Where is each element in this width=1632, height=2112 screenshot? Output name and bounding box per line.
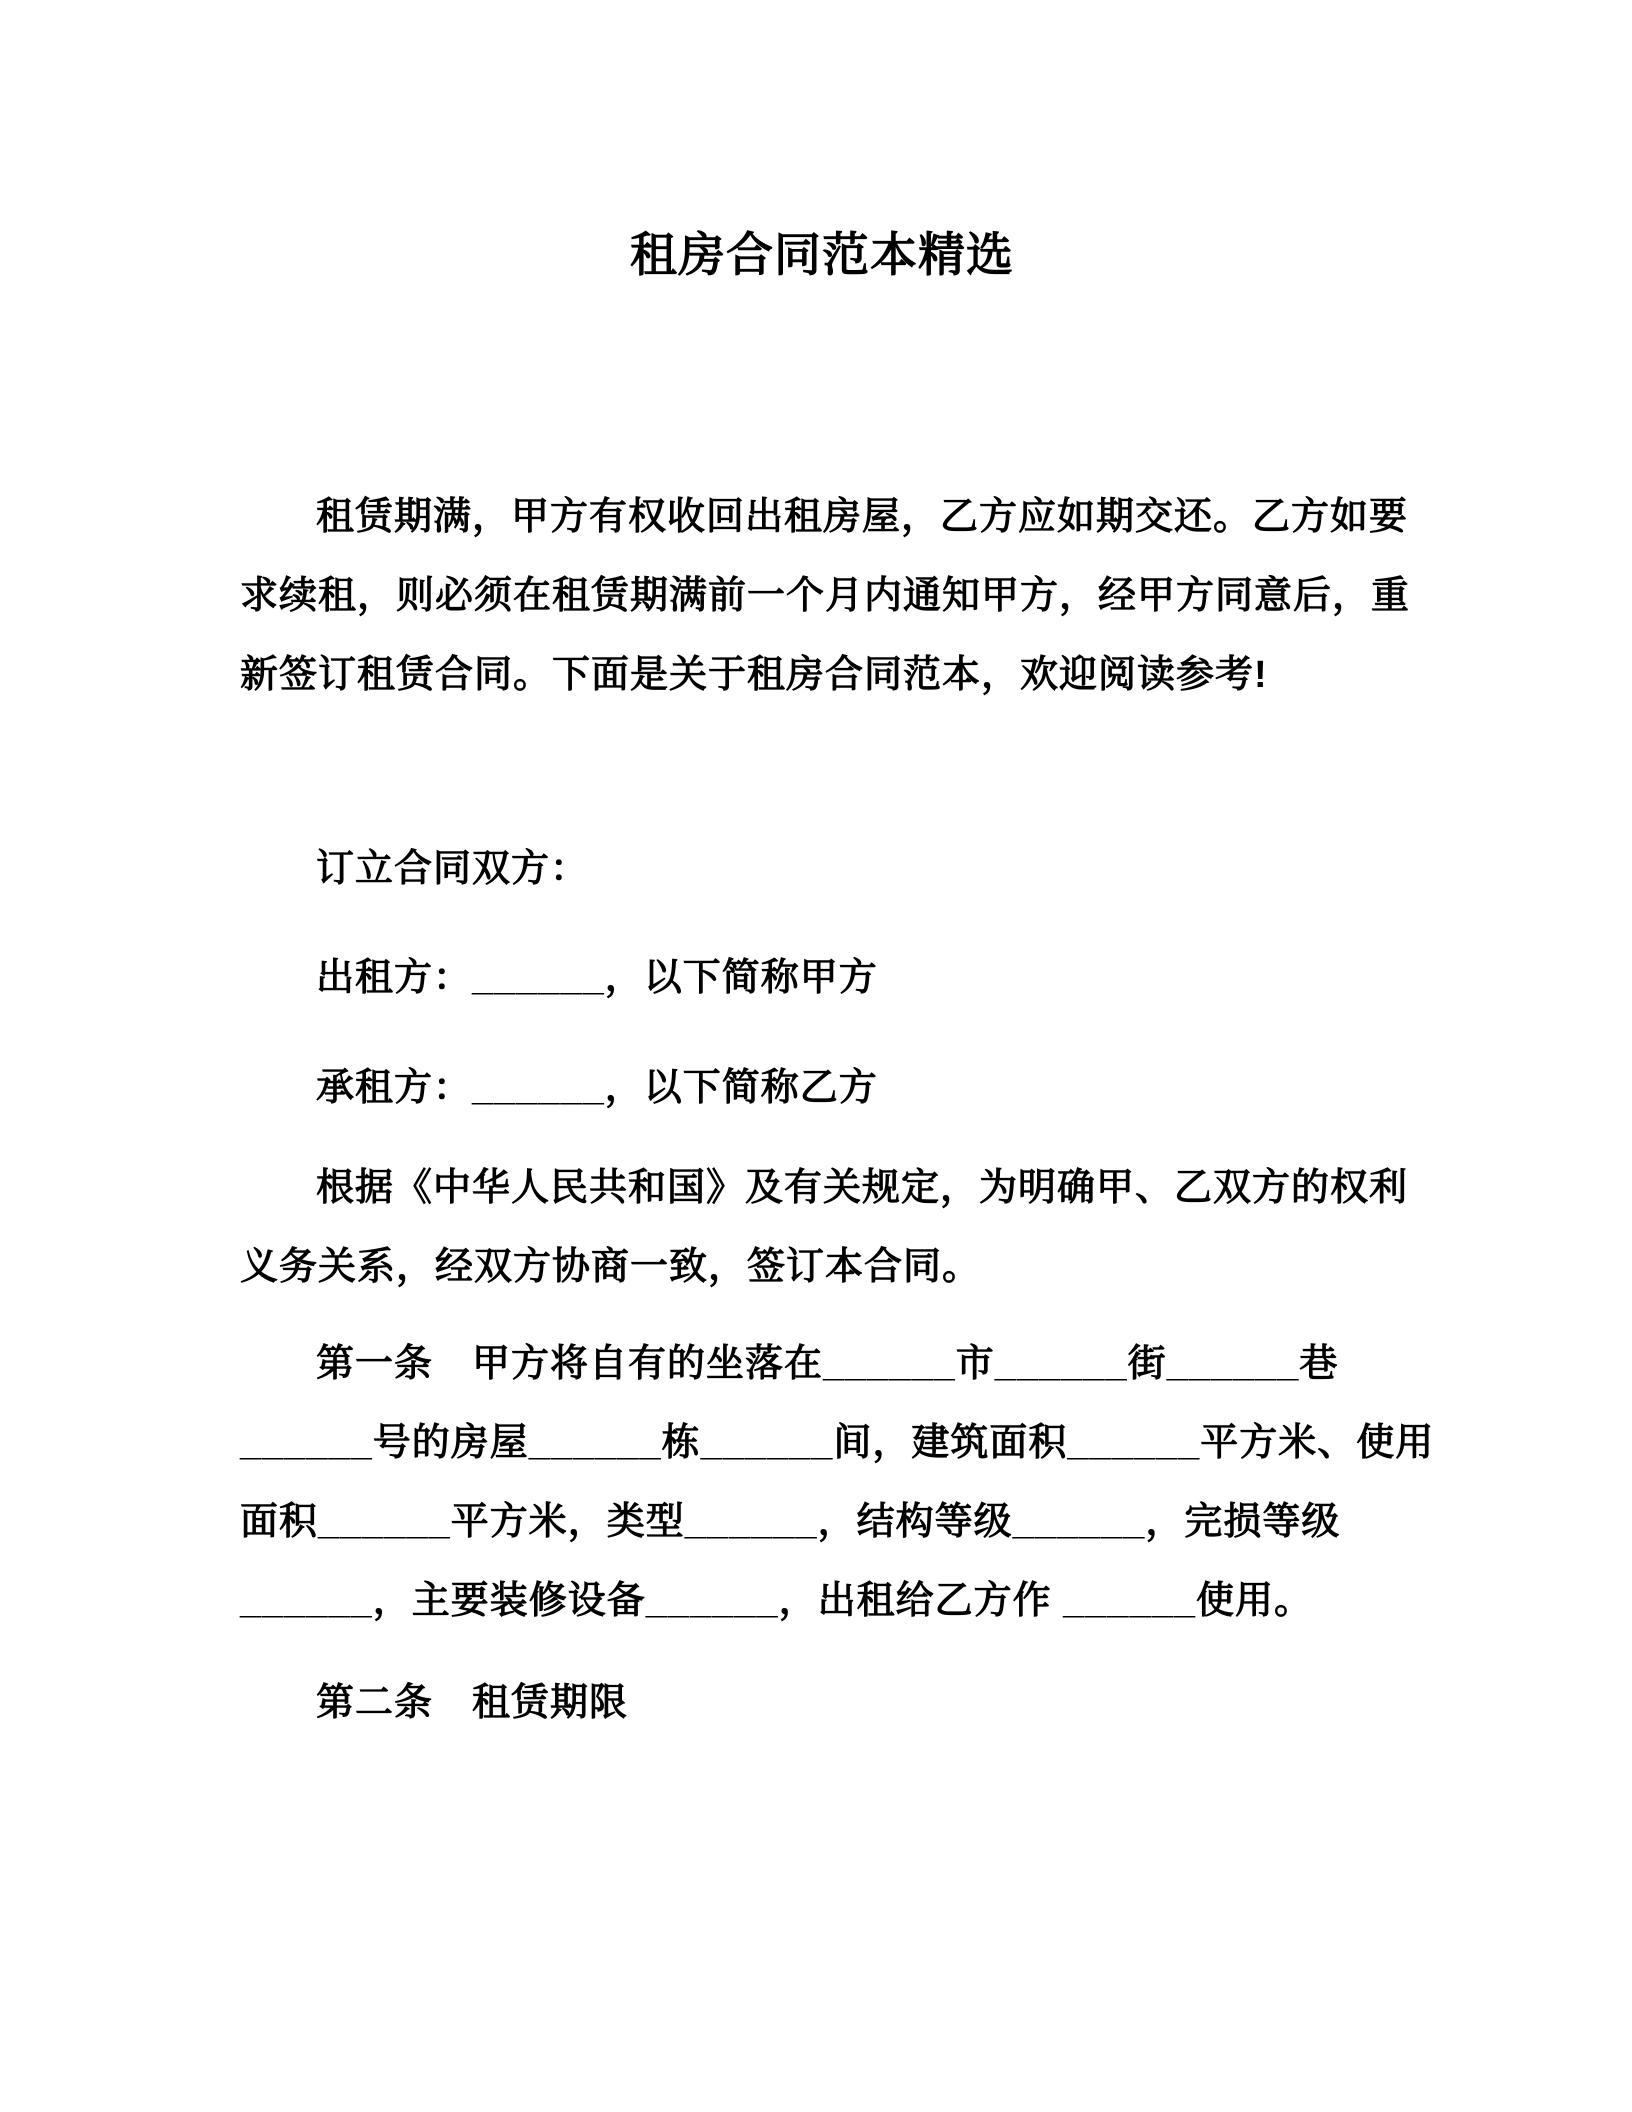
paragraph-intro xyxy=(240,478,1411,715)
paragraph-lessee xyxy=(240,1049,1404,1128)
text-line: 租赁期满，甲方有权收回出租房屋，乙方应如期交还。乙方如要 xyxy=(316,496,1409,538)
text-line: 根据《中华人民共和国》及有关规定，为明确甲、乙双方的权利 xyxy=(316,1167,1409,1209)
paragraph-article-1 xyxy=(240,1325,1435,1641)
text-line: 承租方：______，以下简称乙方 xyxy=(316,1067,878,1109)
text-line: 新签订租赁合同。下面是关于租房合同范本，欢迎阅读参考! xyxy=(240,654,1268,696)
document-title: 租房合同范本精选 xyxy=(630,228,1014,281)
text-line: 面积______平方米，类型______，结构等级______，完损等级 xyxy=(240,1501,1341,1543)
paragraph-parties-heading xyxy=(240,830,1404,909)
paragraph-basis xyxy=(240,1149,1409,1307)
text-line: 第二条 租赁期限 xyxy=(316,1682,629,1724)
text-line: ______号的房屋______栋______间，建筑面积______平方米、使用 xyxy=(240,1422,1435,1464)
text-line: 义务关系，经双方协商一致，签订本合同。 xyxy=(240,1246,982,1288)
text-line: 订立合同双方： xyxy=(316,848,590,890)
text-line: 求续租，则必须在租赁期满前一个月内通知甲方，经甲方同意后，重 xyxy=(240,575,1411,617)
text-line: 出租方：______，以下简称甲方 xyxy=(316,957,878,999)
paragraph-lessor xyxy=(240,939,1404,1018)
paragraph-article-2 xyxy=(240,1664,1404,1743)
text-line: ______，主要装修设备______，出租给乙方作 ______使用。 xyxy=(240,1580,1313,1622)
text-line: 第一条 甲方将自有的坐落在______市______街______巷 xyxy=(316,1343,1339,1385)
